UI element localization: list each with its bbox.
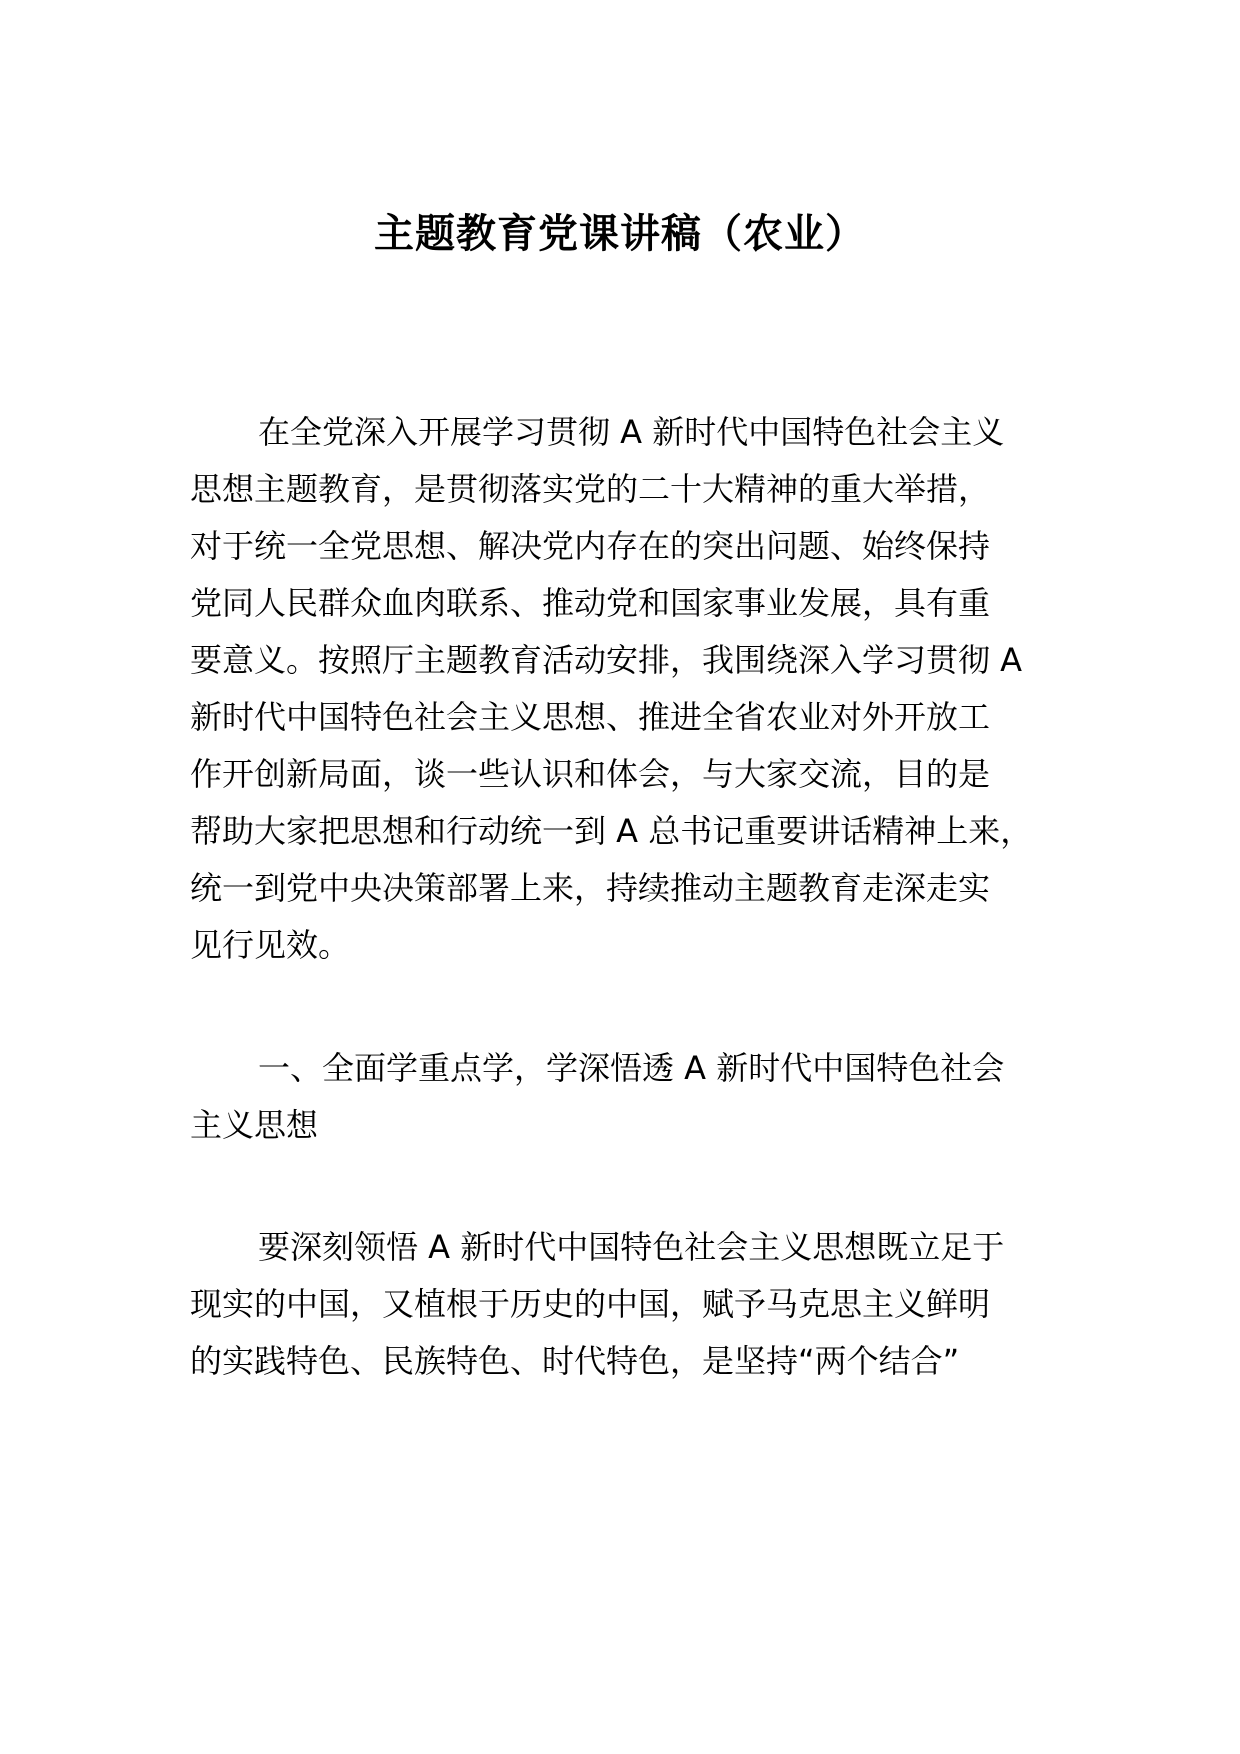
paragraph-line: 思想主题教育，是贯彻落实党的二十大精神的重大举措， [190,470,991,508]
paragraph-line: 的实践特色、民族特色、时代特色，是坚持“两个结合” [190,1342,960,1380]
paragraph-line: 新时代中国特色社会主义思想、推进全省农业对外开放工 [190,698,991,736]
paragraph-line: 作开创新局面，谈一些认识和体会，与大家交流，目的是 [190,755,991,793]
paragraph-line: 要意义。按照厅主题教育活动安排，我围绕深入学习贯彻 A [190,641,1023,679]
section-heading-line: 一、全面学重点学，学深悟透 A 新时代中国特色社会 [258,1049,1005,1087]
document-title: 主题教育党课讲稿（农业） [374,211,866,257]
paragraph-line: 对于统一全党思想、解决党内存在的突出问题、始终保持 [190,527,991,565]
paragraph-line: 帮助大家把思想和行动统一到 A 总书记重要讲话精神上来， [190,812,1033,850]
paragraph-line: 现实的中国，又植根于历史的中国，赋予马克思主义鲜明 [190,1285,991,1323]
paragraph-line: 统一到党中央决策部署上来，持续推动主题教育走深走实 [190,869,991,907]
paragraph-line: 党同人民群众血肉联系、推动党和国家事业发展，具有重 [190,584,991,622]
paragraph-line: 要深刻领悟 A 新时代中国特色社会主义思想既立足于 [258,1228,1005,1266]
section-heading-line: 主义思想 [190,1106,319,1144]
paragraph-line: 在全党深入开展学习贯彻 A 新时代中国特色社会主义 [258,413,1005,451]
paragraph-line: 见行见效。 [190,926,351,964]
